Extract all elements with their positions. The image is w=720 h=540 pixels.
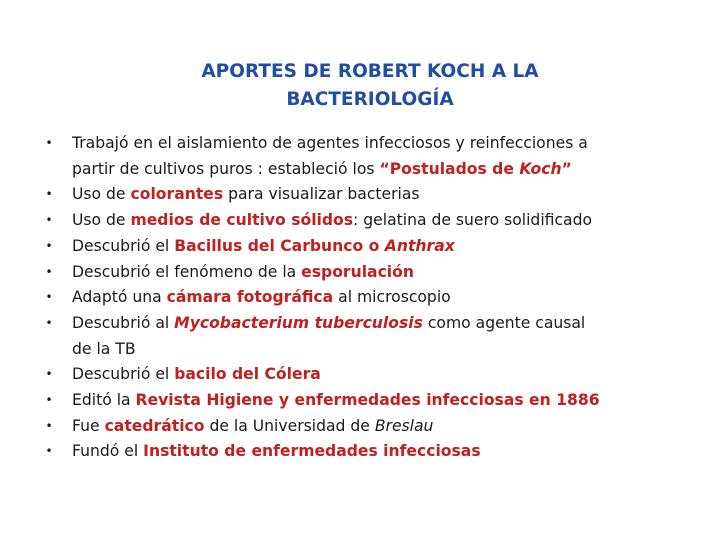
bullet-highlight: cámara fotográfica: [166, 288, 334, 307]
bullet-text: para visualizar bacterias: [223, 185, 420, 204]
bullet-line: [72, 388, 707, 414]
bullet-text: Trabajó en el aislamiento de agentes infecciosos y reinfecciones a: [72, 134, 588, 152]
bullet-highlight: medios de cultivo sólidos: [130, 211, 354, 230]
bullet-text: Uso de: [72, 211, 131, 230]
bullet-item: [42, 388, 707, 414]
bullet-line: [72, 311, 707, 337]
slide-title-line-2: BACTERIOLOGÍA: [286, 89, 454, 110]
slide-title: [110, 58, 630, 114]
bullet-dot-icon: •: [45, 136, 53, 150]
bullet-text: de la Universidad de: [204, 416, 375, 435]
bullet-highlight: Breslau: [374, 416, 434, 435]
bullet-dot-icon: •: [45, 418, 53, 433]
bullet-dot-icon: •: [45, 213, 53, 228]
slide-title-line-1: APORTES DE ROBERT KOCH A LA: [201, 61, 539, 82]
bullet-dot-icon: •: [45, 315, 53, 330]
bullet-dot-icon: •: [45, 290, 53, 305]
bullet-line: [72, 131, 707, 157]
bullet-list: [42, 131, 707, 465]
bullet-highlight: Instituto de enfermedades infecciosas: [143, 442, 481, 461]
bullet-line: [72, 414, 707, 440]
bullet-highlight: Anthrax: [384, 236, 455, 255]
bullet-highlight: Bacillus del Carbunco o: [174, 236, 385, 255]
bullet-item: [42, 439, 707, 465]
bullet-highlight: colorantes: [130, 185, 224, 204]
bullet-highlight: Koch: [519, 159, 562, 178]
bullet-item: [42, 182, 707, 208]
bullet-dot-icon: •: [45, 187, 53, 202]
bullet-text: Adaptó una: [72, 288, 167, 307]
bullet-highlight: ”: [561, 159, 572, 178]
bullet-dot-icon: •: [45, 238, 53, 253]
bullet-line: [72, 285, 707, 311]
bullet-item: [42, 362, 707, 388]
bullet-highlight: “Postulados de: [379, 159, 520, 178]
bullet-item: [42, 234, 707, 260]
bullet-highlight: catedrático: [104, 416, 205, 435]
bullet-item: [42, 311, 707, 362]
bullet-highlight: Revista Higiene y enfermedades infecciosas en 1886: [135, 391, 600, 410]
bullet-dot-icon: •: [45, 264, 53, 279]
bullet-line: [72, 208, 707, 234]
bullet-line: [72, 260, 707, 286]
bullet-text: Fue: [72, 416, 105, 435]
bullet-highlight: bacilo del Cólera: [174, 365, 321, 384]
bullet-text: Fundó el: [72, 442, 144, 461]
bullet-line: [72, 182, 707, 208]
bullet-line: [72, 234, 707, 260]
bullet-item: [42, 414, 707, 440]
bullet-line: [72, 157, 707, 183]
bullet-dot-icon: •: [45, 367, 53, 382]
bullet-text: Editó la: [72, 391, 136, 410]
bullet-text: al microscopio: [333, 288, 451, 307]
bullet-text: Descubrió el fenómeno de la: [72, 262, 302, 281]
bullet-text: Descubrió al: [72, 313, 175, 332]
bullet-highlight: esporulación: [301, 262, 414, 281]
bullet-text: como agente causal: [422, 313, 586, 332]
bullet-line: [72, 337, 707, 363]
bullet-line: [72, 439, 707, 465]
bullet-line: [72, 362, 707, 388]
bullet-highlight: Mycobacterium tuberculosis: [174, 313, 423, 332]
bullet-text: : gelatina de suero solidificado: [353, 211, 593, 230]
bullet-text: partir de cultivos puros : estableció los: [72, 159, 380, 178]
bullet-item: [42, 260, 707, 286]
bullet-text: Descubrió el: [72, 236, 175, 255]
bullet-text: Descubrió el: [72, 365, 175, 384]
bullet-item: [42, 285, 707, 311]
bullet-dot-icon: •: [45, 444, 53, 459]
bullet-text: de la TB: [72, 339, 136, 358]
bullet-text: Uso de: [72, 185, 131, 204]
bullet-item: [42, 208, 707, 234]
bullet-item: [42, 131, 707, 182]
bullet-dot-icon: •: [45, 393, 53, 408]
